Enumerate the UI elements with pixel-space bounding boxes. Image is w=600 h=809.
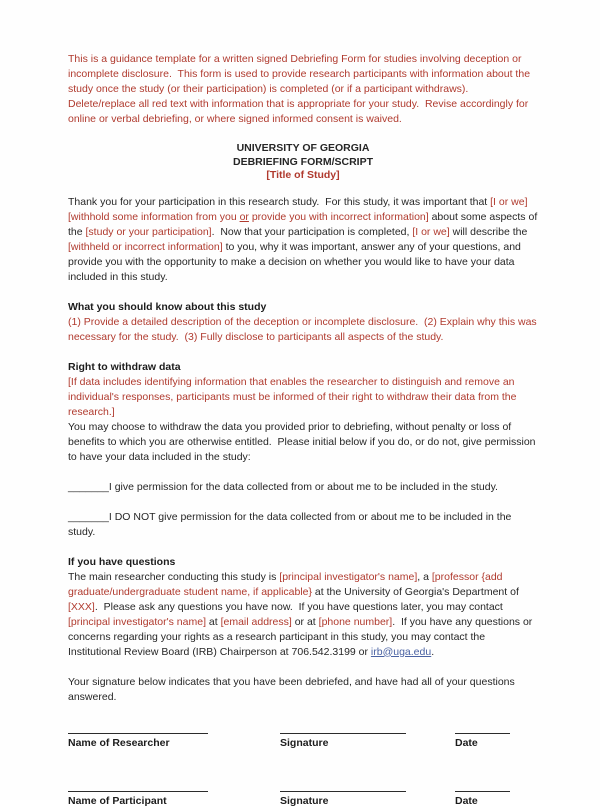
red-placeholder-text: [I or we]	[490, 195, 528, 208]
red-placeholder-text: [XXX]	[68, 600, 95, 613]
red-placeholder-text: [withhold some information from you	[68, 210, 240, 223]
section-heading-withdraw: Right to withdraw data	[68, 360, 181, 373]
red-placeholder-text: provide you with incorrect information]	[248, 210, 429, 223]
participant-date-line	[455, 779, 510, 792]
red-placeholder-text: or	[239, 210, 249, 223]
irb-email-link[interactable]: irb@uga.edu	[370, 645, 432, 658]
body-text-run: or at	[291, 615, 319, 628]
red-placeholder-text: [principal investigator's name]	[279, 570, 418, 583]
signature-row-participant	[68, 779, 538, 809]
section-heading-questions: If you have questions	[68, 555, 176, 568]
red-placeholder-text: [phone number]	[318, 615, 393, 628]
know-instructions: (1) Provide a detailed description of the deception or incomplete disclosure. (2) Explain why this was necessary for the study. (3) Fully disclose to participants all aspects of the study.	[68, 315, 540, 343]
participant-signature-label: Signature	[280, 794, 329, 807]
red-placeholder-text: [email address]	[220, 615, 292, 628]
red-placeholder-text: This is a guidance template for a written signed Debriefing Form for studies involving deception or incomplete disclosure. This form is used to provide research participants with information about the study once the study (or their participation) is completed (or if a participant withdraws). Delete/replace all red text with information that is appropriate for your study. Revise accordingly for online or verbal debriefing, or where signed informed consent is waived.	[68, 53, 533, 125]
red-placeholder-text: [principal investigator's name]	[68, 615, 206, 628]
body-text-run: . If you have any questions or concerns regarding your rights as a research participant in this study, you may contact the Institutional Review Board (IRB) Chairperson at 706.542.3199 or	[68, 615, 536, 658]
red-placeholder-text: [I or we]	[412, 225, 450, 238]
section-heading-know: What you should know about this study	[68, 300, 267, 313]
participant-name-label: Name of Participant	[68, 794, 167, 807]
permission-no-line: _______I DO NOT give permission for the data collected from or about me to be included in the study.	[68, 510, 515, 538]
university-name: UNIVERSITY OF GEORGIA	[236, 142, 370, 154]
signature-row-researcher	[68, 721, 538, 751]
red-placeholder-text: [withheld or incorrect information]	[68, 240, 223, 253]
body-text-run: about some aspects of the	[68, 210, 541, 238]
researcher-signature-line	[280, 721, 406, 734]
signature-intro: Your signature below indicates that you have been debriefed, and have had all of your questions answered.	[68, 675, 518, 703]
body-text-run: at	[206, 615, 221, 628]
withdraw-note-red: [If data includes identifying information that enables the researcher to distinguish and remove an individual's responses, participants must be informed of their right to withdraw their data from the research.]	[68, 375, 520, 418]
body-text-run: will describe the	[449, 225, 531, 238]
body-text-run	[528, 196, 531, 208]
body-text-run: , a	[417, 570, 432, 583]
questions-paragraph	[68, 570, 538, 660]
researcher-name-line	[68, 721, 208, 734]
participant-name-line	[68, 779, 208, 792]
body-text-run: .	[431, 645, 435, 658]
withdraw-body: You may choose to withdraw the data you provided prior to debriefing, without penalty or loss of benefits to which you are otherwise entitled. Please initial below if you do, or do not, give permission to have your data included in the study:	[68, 420, 539, 463]
body-text-run: Thank you for your participation in this research study. For this study, it was important that	[68, 195, 491, 208]
participant-date-label: Date	[455, 794, 478, 807]
signature-block	[68, 721, 538, 809]
red-placeholder-text: [study or your participation]	[85, 225, 212, 238]
guidance-note	[68, 52, 538, 127]
doc-header	[68, 142, 538, 183]
form-title: DEBRIEFING FORM/SCRIPT	[232, 155, 373, 168]
researcher-name-label: Name of Researcher	[68, 736, 170, 749]
study-title-placeholder: [Title of Study]	[266, 169, 340, 181]
body-text-run: . Now that your participation is completed,	[211, 225, 413, 238]
body-text-run: to you, why it was important, answer any of your questions, and provide you with the opportunity to make a decision on whether you would like to have your data included in this study.	[68, 240, 524, 283]
red-placeholder-text: [professor {add graduate/undergraduate student name, if applicable}	[68, 570, 506, 598]
body-text-run: at the University of Georgia's Department of	[312, 585, 522, 598]
researcher-signature-label: Signature	[280, 736, 329, 749]
researcher-date-label: Date	[455, 736, 478, 749]
body-text-run: The main researcher conducting this study is	[68, 570, 280, 583]
permission-yes-line: _______I give permission for the data collected from or about me to be included in the study.	[68, 480, 498, 493]
participant-signature-line	[280, 779, 406, 792]
researcher-date-line	[455, 721, 510, 734]
body-text-run: . Please ask any questions you have now. If you have questions later, you may contact	[94, 600, 506, 613]
withdraw-note	[68, 375, 538, 420]
thank-you-paragraph	[68, 195, 541, 285]
